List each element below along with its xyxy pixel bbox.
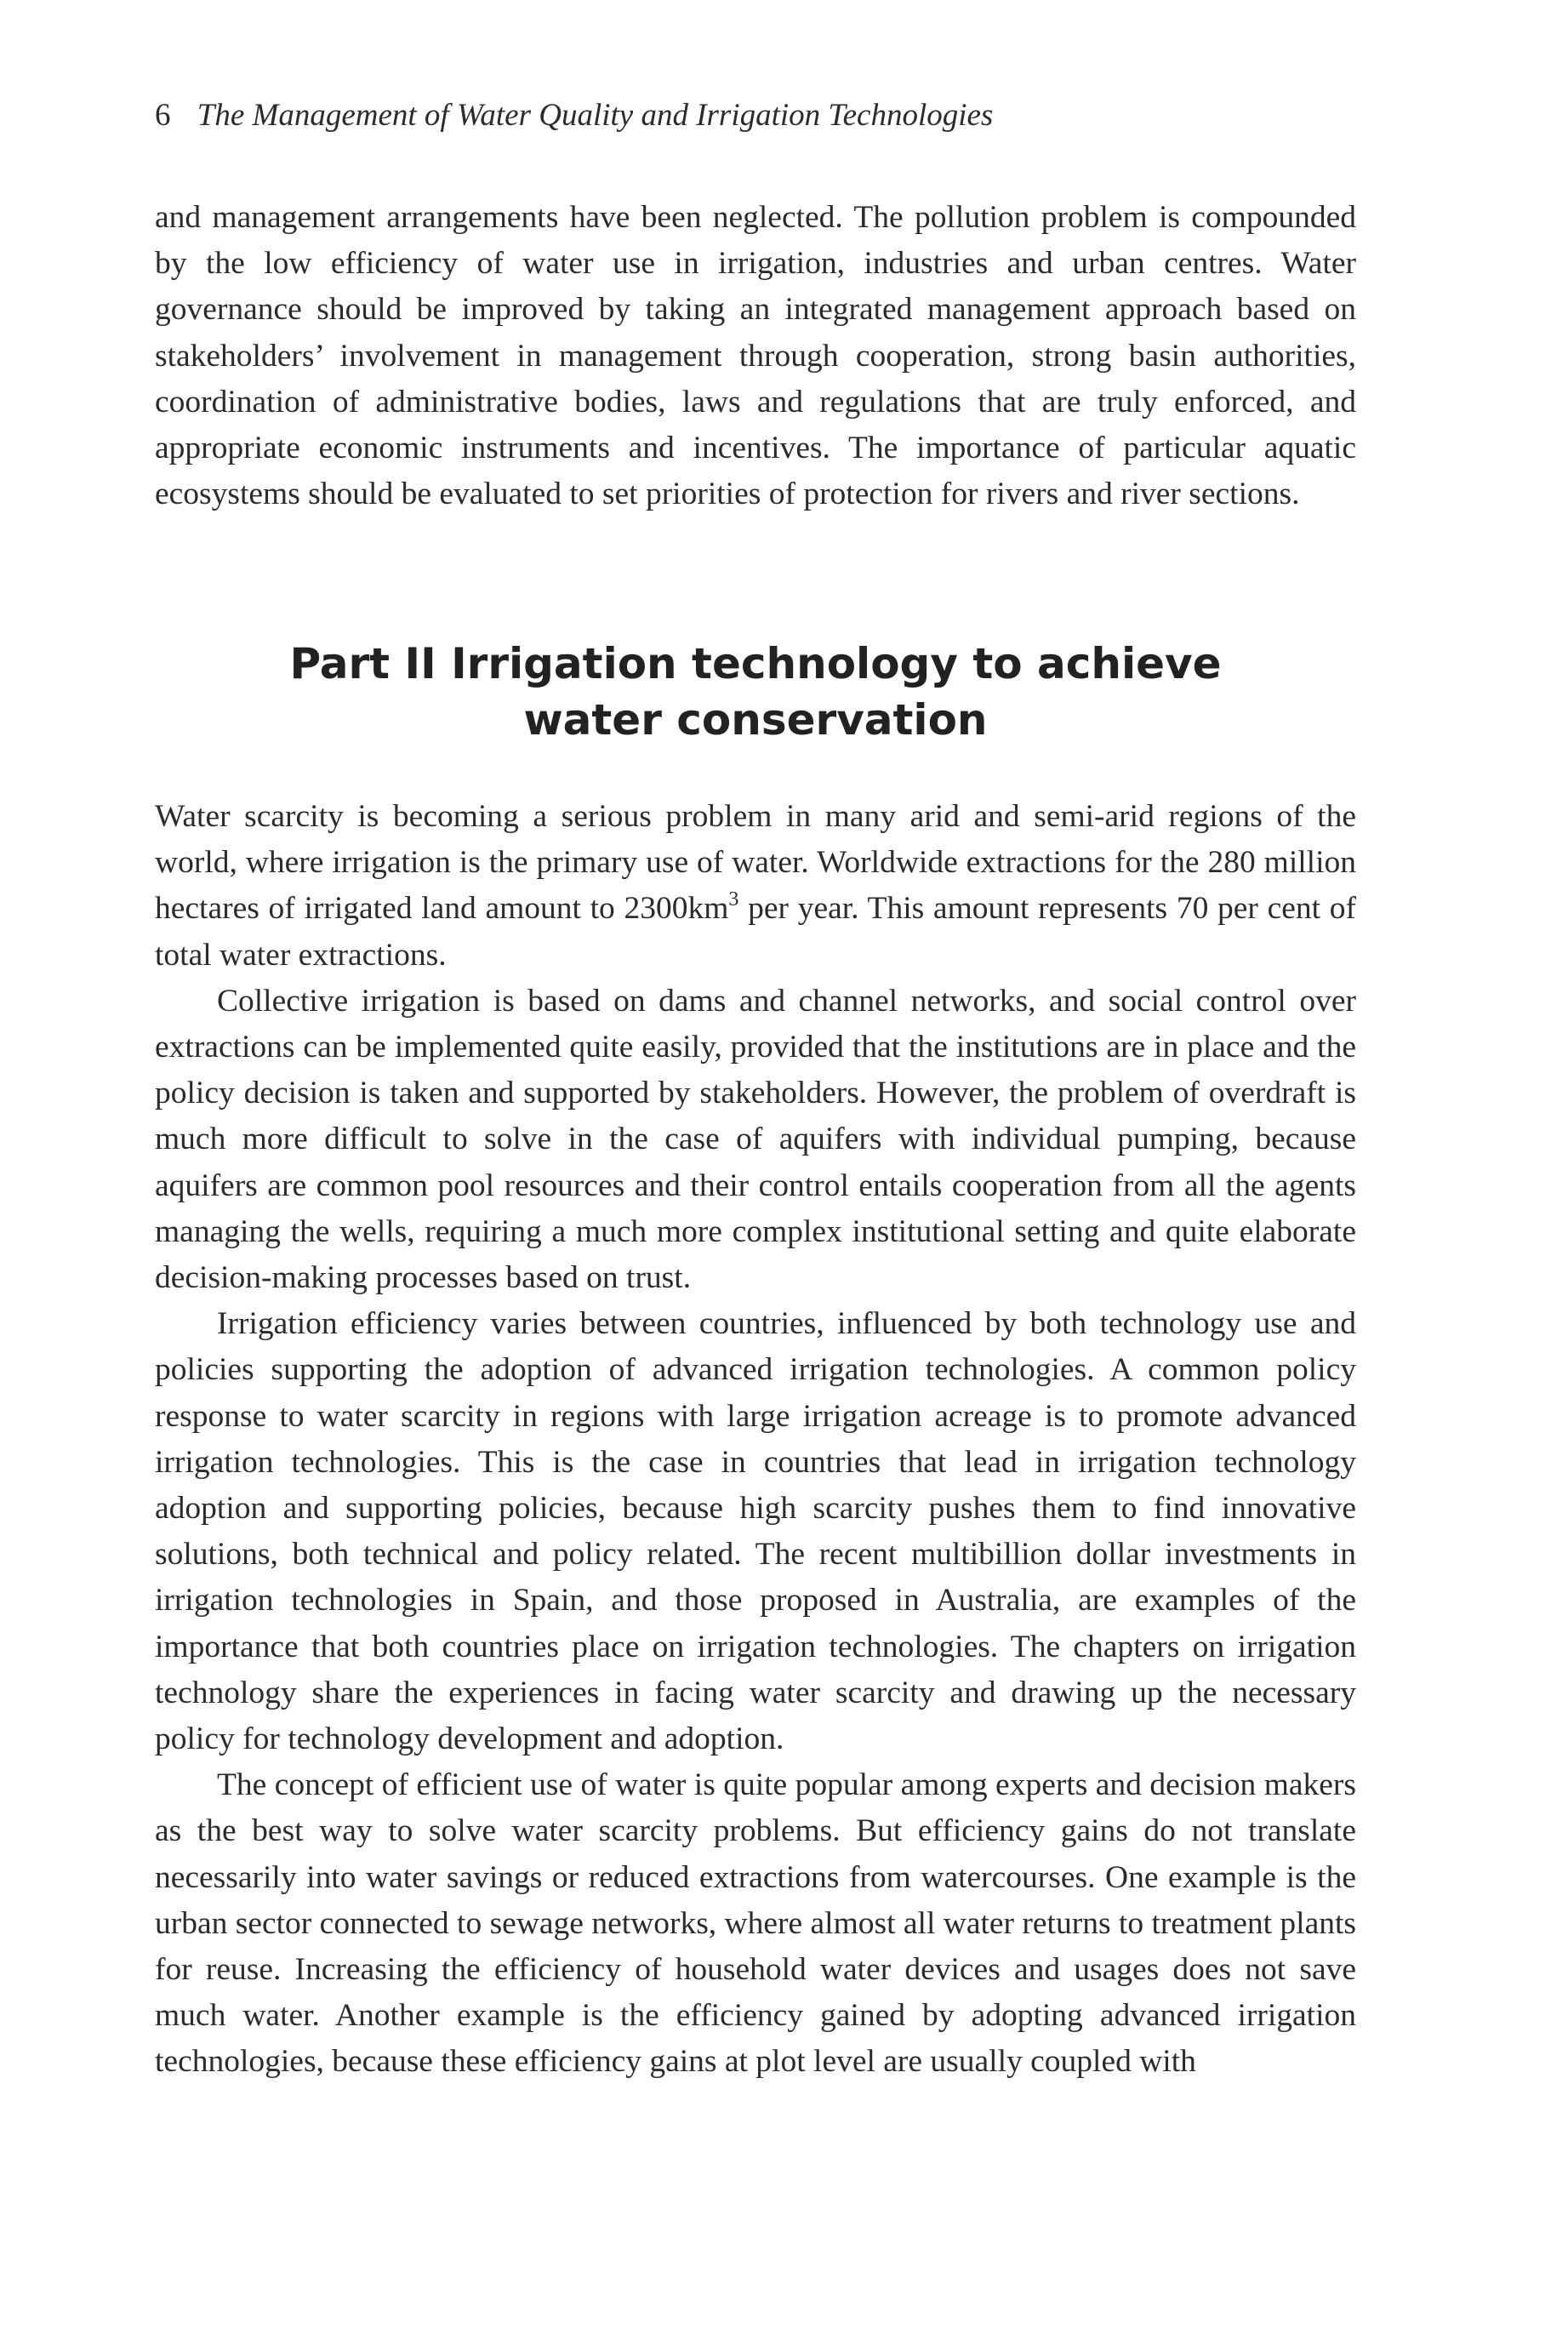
paragraph-1-text-b: per year. This amount represents 70 per cent of total water extractions. bbox=[155, 891, 1357, 973]
section-heading bbox=[155, 636, 1356, 748]
paragraph-efficient-use: The concept of efficient use of water is quite popular among experts and decision makers as the best way to solve water scarcity problems. But efficiency gains do not translate necessarily into water savings or reduced extractions from watercourses. One example is the urban sector connected to sewage networks, where almost all water returns to treatment plants for reuse. Increasing the efficiency of household water devices and usages does not save much water. Another example is the efficiency gained by adopting advanced irrigation technologies, because these efficiency gains at plot level are usually coupled with bbox=[155, 1767, 1356, 2080]
paragraph-1-text-a: Water scarcity is becoming a serious problem in many arid and semi-arid regions of the world, where irrigation is the primary use of water. Worldwide extractions for the 280 million hectares of irrigated land amount to 2300km bbox=[155, 799, 1356, 927]
section-heading-line-2: water conservation bbox=[523, 695, 988, 745]
body-text-block bbox=[155, 794, 1356, 2086]
paragraph-water-scarcity bbox=[155, 794, 1356, 979]
running-head bbox=[155, 95, 993, 136]
cubic-superscript: 3 bbox=[728, 888, 739, 911]
page-number: 6 bbox=[155, 98, 171, 133]
intro-paragraph: and management arrangements have been neglected. The pollution problem is compounded by the low efficiency of water use in irrigation, industries and urban centres. Water governance should be improved by taking an integrated management approach based on stakeholders’ involvement in management through cooperation, strong basin authorities, coordination of administrative bodies, laws and regulations that are truly enforced, and appropriate economic instruments and incentives. The importance of particular aquatic ecosystems should be evaluated to set priorities of protection for rivers and river sections. bbox=[155, 200, 1356, 512]
paragraph-collective-irrigation: Collective irrigation is based on dams and channel networks, and social control over extractions can be implemented quite easily, provided that the institutions are in place and the policy decision is taken and supported by stakeholders. However, the problem of overdraft is much more difficult to solve in the case of aquifers with individual pumping, because aquifers are common pool resources and their control entails cooperation from all the agents managing the wells, requiring a much more complex institutional setting and quite elaborate decision-making processes based on trust. bbox=[155, 983, 1356, 1296]
intro-text-block bbox=[155, 195, 1356, 517]
paragraph-irrigation-efficiency: Irrigation efficiency varies between countries, influenced by both technology use and policies supporting the adoption of advanced irrigation technologies. A common policy response to water scarcity in regions with large irrigation acreage is to promote advanced irrigation technologies. This is the case in countries that lead in irrigation technology adoption and supporting policies, because high scarcity pushes them to find innovative solutions, both technical and policy related. The recent multibillion dollar investments in irrigation technologies in Spain, and those proposed in Australia, are examples of the importance that both countries place on irrigation technologies. The chapters on irrigation technology share the experiences in facing water scarcity and drawing up the necessary policy for technology development and adoption. bbox=[155, 1306, 1356, 1757]
book-title: The Management of Water Quality and Irrigation Technologies bbox=[197, 98, 994, 133]
section-heading-line-1: Part II Irrigation technology to achieve bbox=[289, 639, 1222, 688]
